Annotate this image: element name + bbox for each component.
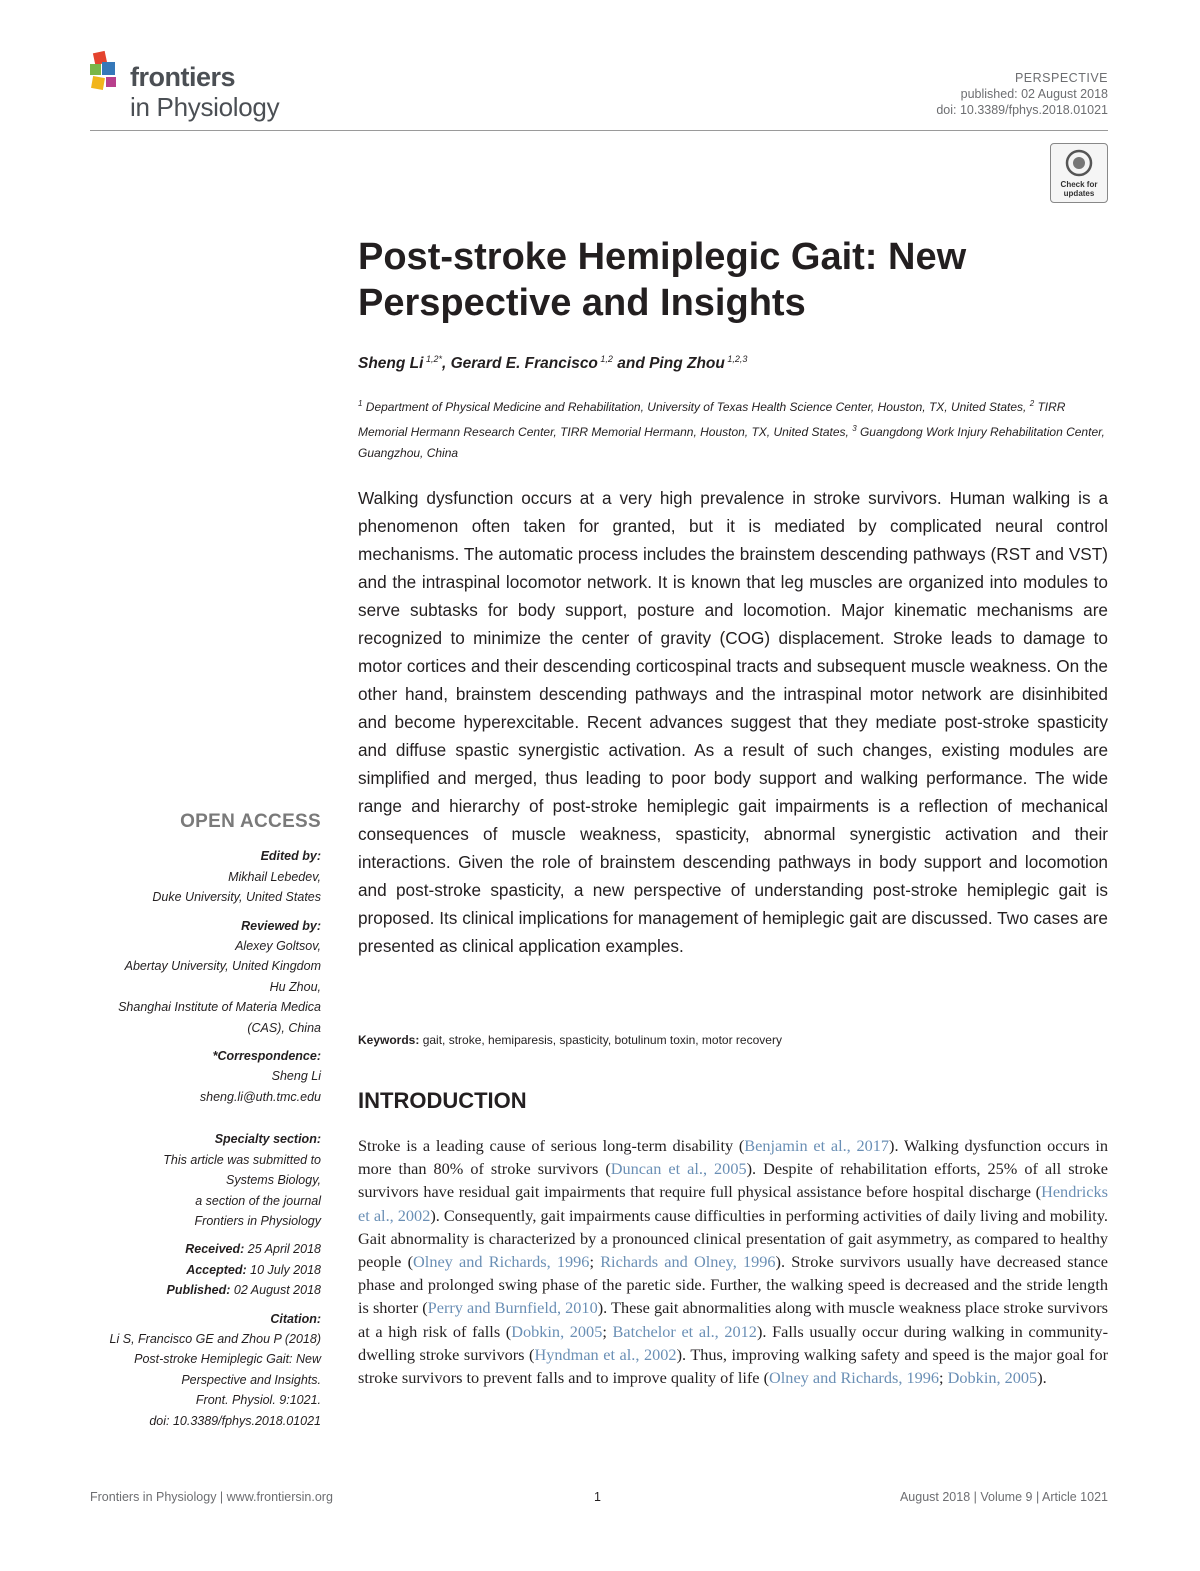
reviewed-by-label: Reviewed by: <box>241 918 321 933</box>
sidebar-line: This article was submitted to <box>163 1152 321 1167</box>
citation-label: Citation: <box>270 1311 321 1326</box>
article-doi[interactable]: doi: 10.3389/fphys.2018.01021 <box>936 103 1108 117</box>
body-text: ; <box>589 1252 601 1272</box>
open-access-label: OPEN ACCESS <box>180 811 321 832</box>
sidebar-line: Perspective and Insights. <box>181 1372 321 1387</box>
citation-link[interactable]: Dobkin, 2005 <box>511 1321 603 1341</box>
body-text: ). Stroke survivors usually have decreased stance phase and prolonged swing phase of the paretic side. Further, the walking speed is decreased and the stride length is shorter ( <box>358 1252 1108 1318</box>
sidebar-line: Systems Biology, <box>226 1173 321 1188</box>
published-date-sidebar: 02 August 2018 <box>230 1283 321 1298</box>
sidebar-line: Mikhail Lebedev, <box>228 869 321 884</box>
sidebar-line: Hu Zhou, <box>269 979 321 994</box>
citation-link[interactable]: Olney and Richards, 1996 <box>413 1252 590 1272</box>
header-divider <box>90 130 1108 131</box>
sidebar-line: Li S, Francisco GE and Zhou P (2018) <box>109 1331 321 1346</box>
logo-wordmark: frontiers <box>130 62 236 92</box>
author-affiliation-marker: 1,2 <box>597 354 613 364</box>
correspondence-list[interactable] <box>61 1066 321 1107</box>
sidebar-line: Shanghai Institute of Materia Medica <box>118 1000 321 1015</box>
sidebar-line: Duke University, United States <box>152 890 321 905</box>
author-name[interactable]: Gerard E. Francisco <box>450 355 598 373</box>
citation-link[interactable]: Hyndman et al., 2002 <box>534 1344 677 1364</box>
edited-by-label: Edited by: <box>260 849 321 864</box>
correspondence-label: *Correspondence: <box>212 1049 321 1064</box>
body-text: ; <box>939 1368 948 1388</box>
affiliations <box>358 393 1110 464</box>
author-name[interactable]: Sheng Li <box>358 355 424 373</box>
citation-link[interactable]: Olney and Richards, 1996 <box>769 1368 940 1388</box>
citation-link[interactable]: Duncan et al., 2005 <box>610 1159 747 1179</box>
citation-link[interactable]: Hendricks et al., 2002 <box>358 1182 1108 1225</box>
citation-link[interactable]: Perry and Burnfield, 2010 <box>427 1298 598 1318</box>
received-label: Received: <box>185 1242 245 1257</box>
affiliation-marker: 3 <box>852 424 857 433</box>
sidebar-line: a section of the journal <box>195 1193 321 1208</box>
keywords-label: Keywords: <box>358 1033 420 1047</box>
keywords <box>358 1033 782 1047</box>
article-meta <box>936 70 1108 118</box>
body-text: ). Walking dysfunction occurs in more than 80% of stroke survivors ( <box>358 1136 1109 1179</box>
sidebar-line: Abertay University, United Kingdom <box>124 959 321 974</box>
affiliation-text: Guangdong Work Injury Rehabilitation Center, Guangzhou, China <box>358 425 1105 460</box>
sidebar-line: Front. Physiol. 9:1021. <box>195 1393 321 1408</box>
affiliation-text: TIRR Memorial Hermann Research Center, TIRR Memorial Hermann, Houston, TX, United States, <box>358 400 1066 439</box>
accepted-date: 10 July 2018 <box>246 1262 321 1277</box>
check-badge-label: Check for updates <box>1060 180 1098 198</box>
specialty-list <box>61 1150 321 1232</box>
body-text: ). These gait abnormalities along with muscle weakness place stroke survivors at a high risk of falls ( <box>358 1298 1108 1341</box>
logo-journal-name: in Physiology <box>130 92 280 122</box>
body-text: ). Thus, improving walking safety and speed is the major goal for stroke survivors to prevent falls and to improve quality of life ( <box>358 1344 1109 1388</box>
received-date: 25 April 2018 <box>244 1242 321 1257</box>
citation-list <box>61 1329 321 1431</box>
body-text: ). Despite of rehabilitation efforts, 25% of all stroke survivors have residual gait impairments that require full physical assistance before hospital discharge ( <box>358 1159 1108 1202</box>
section-heading-introduction: INTRODUCTION <box>358 1088 527 1113</box>
keywords-text: gait, stroke, hemiparesis, spasticity, botulinum toxin, motor recovery <box>419 1033 782 1047</box>
affiliation-marker: 1 <box>358 399 363 408</box>
footer-journal[interactable]: Frontiers in Physiology | www.frontiersin.org <box>90 1490 333 1504</box>
author-separator: and <box>612 355 650 373</box>
citation-link[interactable]: Dobkin, 2005 <box>947 1368 1038 1388</box>
published-date: published: 02 August 2018 <box>960 87 1108 101</box>
citation-link[interactable]: Richards and Olney, 1996 <box>600 1252 776 1272</box>
body-text: ; <box>602 1321 613 1341</box>
article-title: Post-stroke Hemiplegic Gait: New Perspective and Insights <box>358 236 967 324</box>
affiliation-marker: 2 <box>1029 399 1035 408</box>
published-label: Published: <box>166 1283 231 1298</box>
accepted-label: Accepted: <box>186 1262 247 1277</box>
body-text: Stroke is a leading cause of serious long-term disability ( <box>358 1136 745 1155</box>
introduction-body <box>358 1134 1108 1389</box>
body-text: ). Consequently, gait impairments cause difficulties in performing activities of daily living and mobility. Gait abnormality is characterized by a pronounced clinical presentation of gait asymmetry, as compared to healthy people ( <box>358 1205 1108 1272</box>
sidebar-line: Alexey Goltsov, <box>235 939 321 954</box>
reviewed-by-list <box>61 936 321 1038</box>
author-affiliation-marker: 1,2,3 <box>724 354 748 364</box>
author-affiliation-marker: 1,2* <box>423 354 442 364</box>
sidebar-line: sheng.li@uth.tmc.edu <box>199 1089 321 1104</box>
sidebar-line: Frontiers in Physiology <box>194 1213 321 1228</box>
article-type: PERSPECTIVE <box>1014 71 1108 85</box>
body-text: ). Falls usually occur during walking in community-dwelling stroke survivors ( <box>358 1321 1108 1364</box>
sidebar-line: Post-stroke Hemiplegic Gait: New <box>134 1352 321 1367</box>
affiliation-text: Department of Physical Medicine and Rehabilitation, University of Texas Health Science Center, Houston, TX, United States, <box>362 400 1030 414</box>
sidebar-line: Sheng Li <box>271 1069 321 1084</box>
edited-by-list <box>61 867 321 908</box>
received-line <box>61 1239 321 1259</box>
update-check-icon <box>1065 149 1093 177</box>
sidebar-line: (CAS), China <box>247 1020 321 1035</box>
citation-link[interactable]: Benjamin et al., 2017 <box>744 1136 890 1155</box>
author-name[interactable]: Ping Zhou <box>649 355 725 373</box>
author-list <box>358 354 747 373</box>
author-separator: , <box>441 355 451 373</box>
journal-logo <box>88 50 308 125</box>
published-line <box>61 1280 321 1300</box>
footer-issue: August 2018 | Volume 9 | Article 1021 <box>899 1490 1108 1504</box>
citation-link[interactable]: Batchelor et al., 2012 <box>612 1321 757 1341</box>
article-sidebar <box>61 812 321 1431</box>
sidebar-line: doi: 10.3389/fphys.2018.01021 <box>149 1413 321 1428</box>
abstract: Walking dysfunction occurs at a very high prevalence in stroke survivors. Human walking is a phenomenon often taken for granted, but it is mediated by complicated neural control mechanisms. The automatic process includes the brainstem descending pathways (RST and VST) and the intraspinal locomotor network. It is known that leg muscles are organized into modules to serve subtasks for body support, posture and locomotion. Major kinematic mechanisms are recognized to minimize the center of gravity (COG) displacement. Stroke leads to damage to motor cortices and their descending corticospinal tracts and subsequent muscle weakness. On the other hand, brainstem descending pathways and the intraspinal motor network are disinhibited and become hyperexcitable. Recent advances suggest that they mediate post-stroke spasticity and diffuse spastic synergistic activation. As a result of such changes, existing modules are simplified and merged, thus leading to poor body support and walking performance. The wide range and hierarchy of post-stroke hemiplegic gait impairments is a reflection of mechanical consequences of muscle weakness, spasticity, abnormal synergistic activation and their interactions. Given the role of brainstem descending pathways in body support and locomotion and post-stroke spasticity, a new perspective of understanding post-stroke hemiplegic gait is proposed. Its clinical implications for management of hemiplegic gait are discussed. Two cases are presented as clinical application examples. <box>358 488 1108 956</box>
page-number: 1 <box>594 1490 601 1504</box>
specialty-label: Specialty section: <box>214 1132 321 1147</box>
body-text: ). <box>1037 1368 1047 1388</box>
accepted-line <box>61 1260 321 1280</box>
frontiers-logo-icon <box>88 50 128 95</box>
check-for-updates-badge[interactable] <box>1050 143 1108 203</box>
